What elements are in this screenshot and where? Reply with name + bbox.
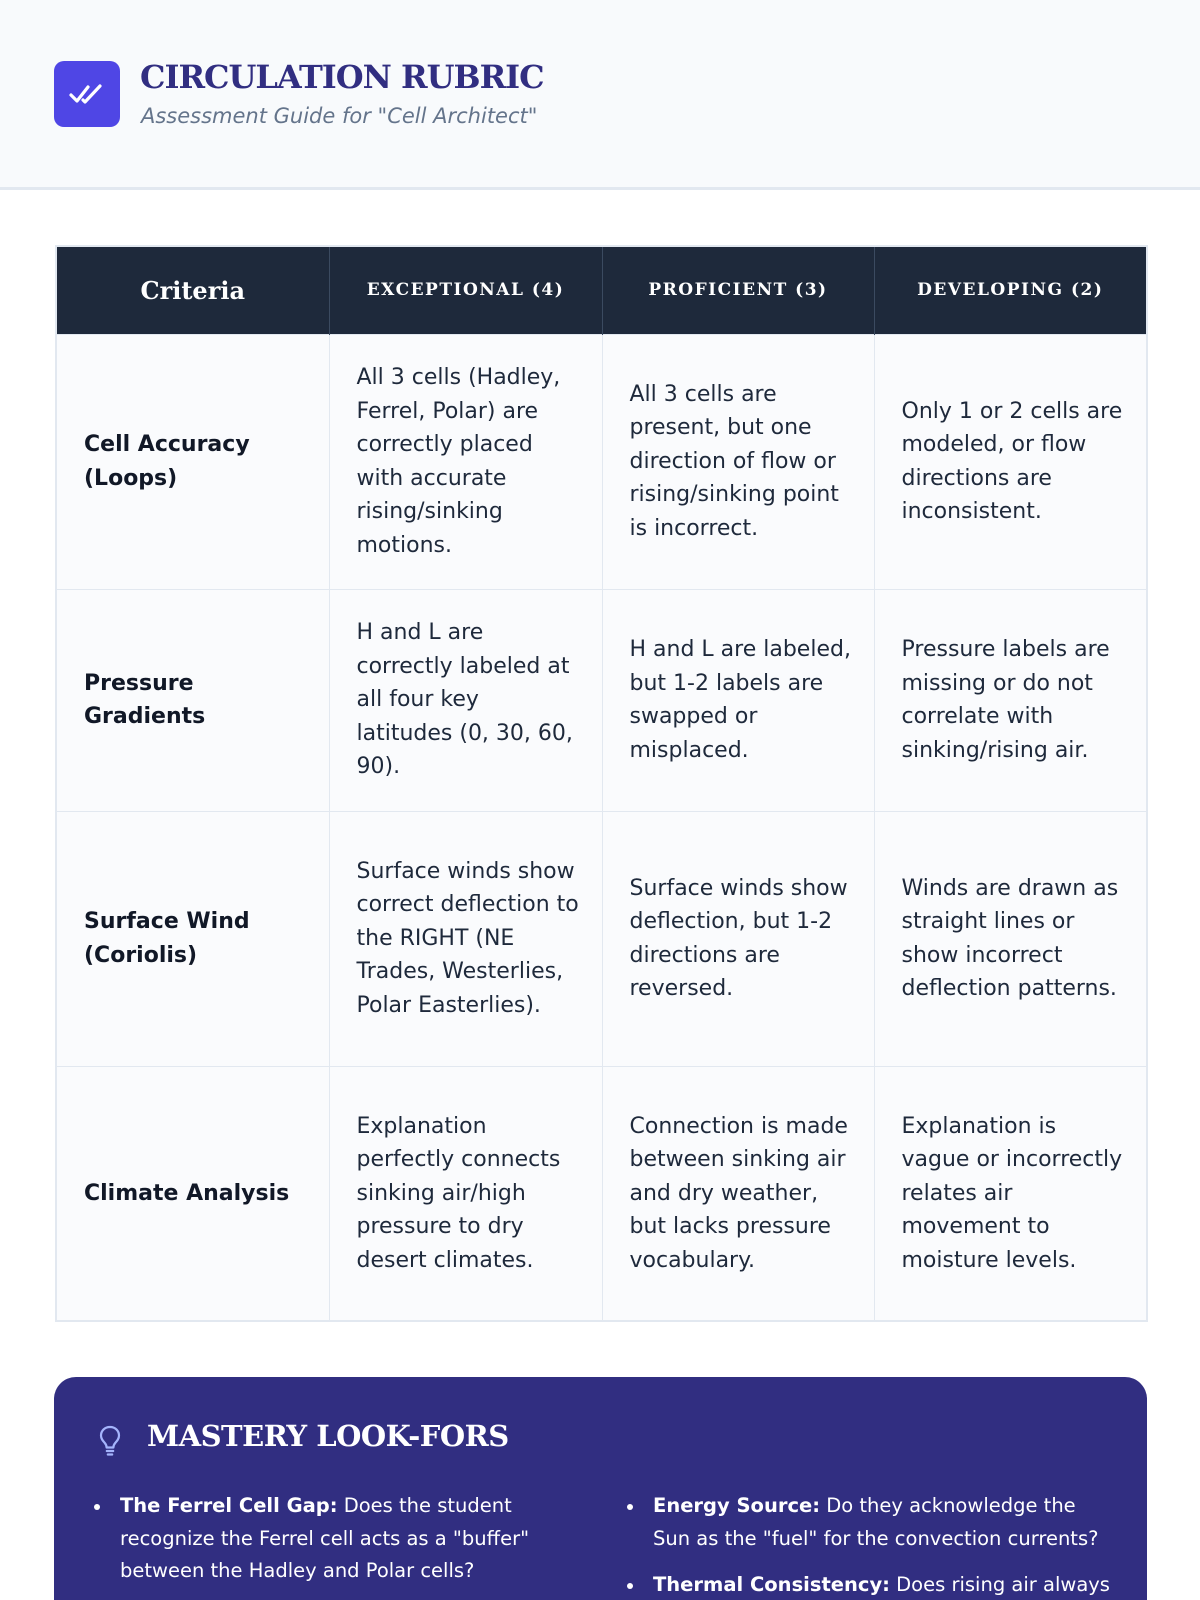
look-for-term: Energy Source: bbox=[653, 1494, 821, 1517]
page-title: CIRCULATION RUBRIC bbox=[140, 58, 544, 96]
list-item bbox=[627, 1569, 1117, 1600]
column-header-criteria: Criteria bbox=[56, 246, 329, 334]
column-header-developing: DEVELOPING (2) bbox=[874, 246, 1147, 334]
criteria-cell: Surface Wind (Coriolis) bbox=[56, 811, 329, 1066]
rubric-header-row bbox=[56, 246, 1147, 334]
look-for-text: Does the student recognize the Ferrel cell acts as a "buffer" between the Hadley and Polar cells? bbox=[120, 1494, 530, 1582]
proficient-cell: All 3 cells are present, but one direction of flow or rising/sinking point is incorrect. bbox=[602, 334, 874, 589]
exceptional-cell: Explanation perfectly connects sinking air/high pressure to dry desert climates. bbox=[329, 1066, 602, 1321]
proficient-cell: Connection is made between sinking air and dry weather, but lacks pressure vocabulary. bbox=[602, 1066, 874, 1321]
look-for-term: The Ferrel Cell Gap: bbox=[120, 1494, 338, 1517]
table-row bbox=[56, 811, 1147, 1066]
mastery-title: MASTERY LOOK-FORS bbox=[147, 1419, 509, 1453]
page-header bbox=[0, 0, 1200, 190]
column-header-proficient: PROFICIENT (3) bbox=[602, 246, 874, 334]
exceptional-cell: Surface winds show correct deflection to the RIGHT (NE Trades, Westerlies, Polar Easterlies). bbox=[329, 811, 602, 1066]
list-item bbox=[94, 1490, 564, 1588]
mastery-look-fors-panel bbox=[54, 1377, 1147, 1600]
logo-badge bbox=[54, 61, 120, 127]
look-for-text: Do they acknowledge the Sun as the "fuel" for the convection currents? bbox=[653, 1494, 1099, 1550]
double-check-icon bbox=[67, 74, 107, 114]
developing-cell: Only 1 or 2 cells are modeled, or flow directions are inconsistent. bbox=[874, 334, 1147, 589]
exceptional-cell: All 3 cells (Hadley, Ferrel, Polar) are correctly placed with accurate rising/sinking motions. bbox=[329, 334, 602, 589]
mastery-list-left bbox=[94, 1490, 564, 1600]
rubric-table bbox=[55, 245, 1148, 1322]
exceptional-cell: H and L are correctly labeled at all four key latitudes (0, 30, 60, 90). bbox=[329, 589, 602, 811]
table-row bbox=[56, 1066, 1147, 1321]
table-row bbox=[56, 334, 1147, 589]
developing-cell: Pressure labels are missing or do not correlate with sinking/rising air. bbox=[874, 589, 1147, 811]
list-item bbox=[627, 1490, 1117, 1555]
table-row bbox=[56, 589, 1147, 811]
proficient-cell: Surface winds show deflection, but 1-2 directions are reversed. bbox=[602, 811, 874, 1066]
look-for-term: Thermal Consistency: bbox=[653, 1573, 890, 1596]
proficient-cell: H and L are labeled, but 1-2 labels are swapped or misplaced. bbox=[602, 589, 874, 811]
lightbulb-icon bbox=[96, 1424, 124, 1458]
page-subtitle: Assessment Guide for "Cell Architect" bbox=[141, 104, 538, 128]
mastery-list-right bbox=[627, 1490, 1117, 1600]
look-for-text: Does rising air always bbox=[889, 1573, 1110, 1596]
criteria-cell: Climate Analysis bbox=[56, 1066, 329, 1321]
developing-cell: Winds are drawn as straight lines or show incorrect deflection patterns. bbox=[874, 811, 1147, 1066]
developing-cell: Explanation is vague or incorrectly relates air movement to moisture levels. bbox=[874, 1066, 1147, 1321]
column-header-exceptional: EXCEPTIONAL (4) bbox=[329, 246, 602, 334]
criteria-cell: Pressure Gradients bbox=[56, 589, 329, 811]
criteria-cell: Cell Accuracy (Loops) bbox=[56, 334, 329, 589]
